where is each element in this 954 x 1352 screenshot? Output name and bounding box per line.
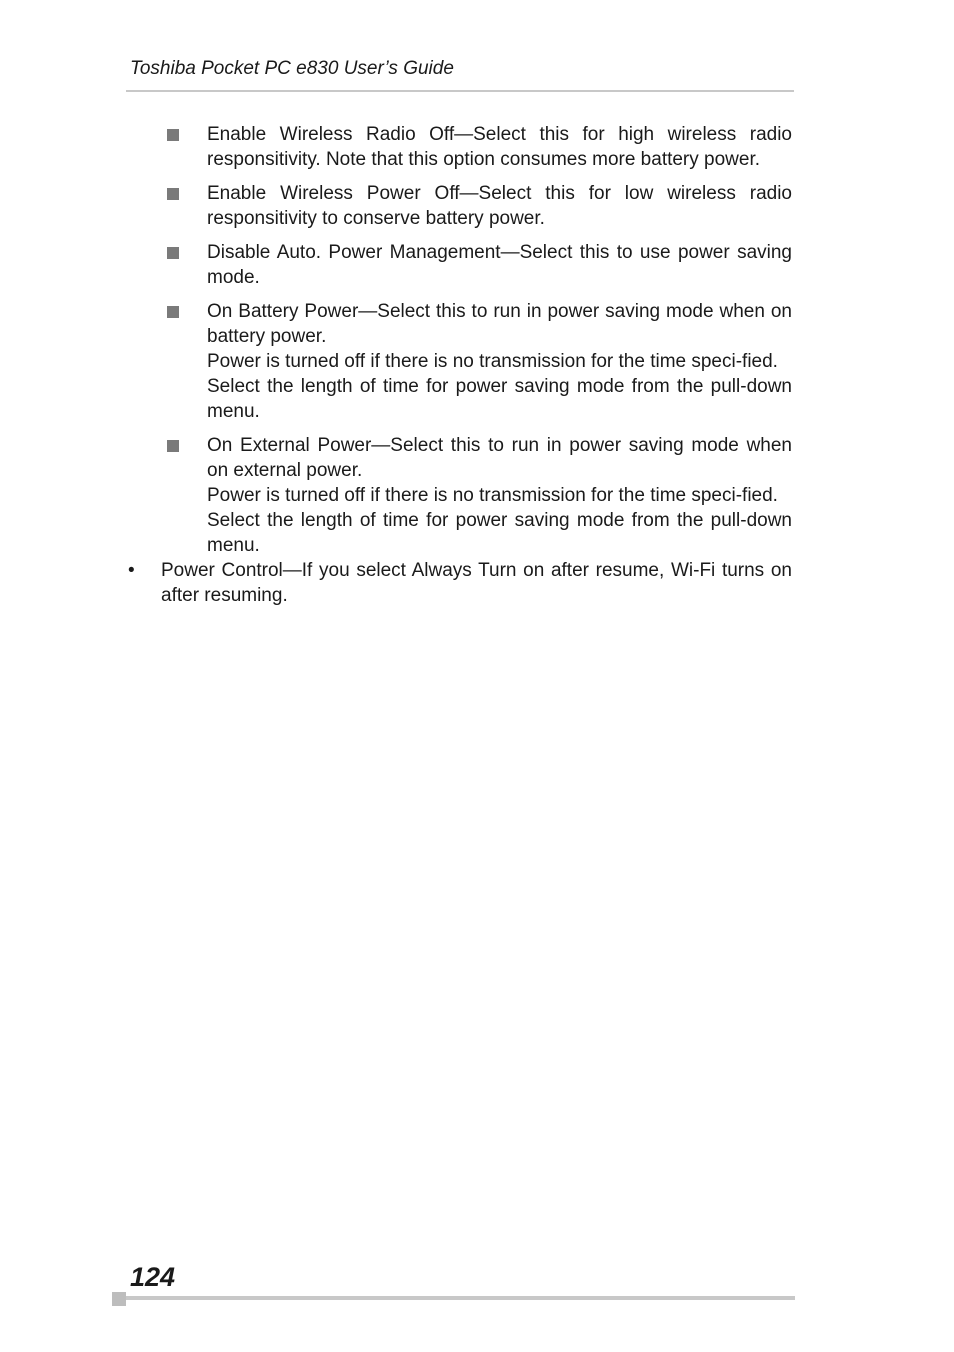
dot-bullet-icon: • (128, 560, 135, 581)
item-paragraph: Power Control—If you select Always Turn on after resume, Wi-Fi turns on after resuming. (161, 560, 792, 606)
footer-square-icon (112, 1292, 126, 1306)
header-divider (126, 90, 794, 92)
option-item-wireless-power-off (0, 181, 792, 231)
item-paragraph: Select the length of time for power saving mode from the pull-down menu. (207, 376, 792, 422)
square-bullet-icon (167, 188, 179, 200)
option-item-battery-power (0, 299, 792, 424)
page-number: 124 (130, 1262, 176, 1292)
square-bullet-icon (167, 306, 179, 318)
item-paragraph: Enable Wireless Power Off—Select this for low wireless radio responsitivity to conserve battery power. (207, 183, 792, 229)
square-bullet-icon (167, 129, 179, 141)
page-content (0, 122, 954, 608)
footer-divider (126, 1296, 795, 1300)
item-paragraph: Disable Auto. Power Management—Select this to use power saving mode. (207, 242, 792, 288)
square-bullet-icon (167, 440, 179, 452)
option-item-wireless-radio-off (0, 122, 792, 172)
running-header: Toshiba Pocket PC e830 User’s Guide (130, 58, 454, 79)
item-paragraph: On Battery Power—Select this to run in power saving mode when on battery power. (207, 301, 792, 347)
item-paragraph: Power is turned off if there is no transmission for the time speci-fied. (207, 351, 778, 372)
option-item-external-power (0, 433, 792, 558)
item-paragraph: Select the length of time for power saving mode from the pull-down menu. (207, 510, 792, 556)
option-item-disable-auto-power (0, 240, 792, 290)
square-bullet-icon (167, 247, 179, 259)
bullet-item-power-control (0, 558, 792, 608)
item-paragraph: Power is turned off if there is no transmission for the time speci-fied. (207, 485, 778, 506)
item-paragraph: Enable Wireless Radio Off—Select this for high wireless radio responsitivity. Note that this option consumes more battery power. (207, 124, 792, 170)
item-paragraph: On External Power—Select this to run in power saving mode when on external power. (207, 435, 792, 481)
